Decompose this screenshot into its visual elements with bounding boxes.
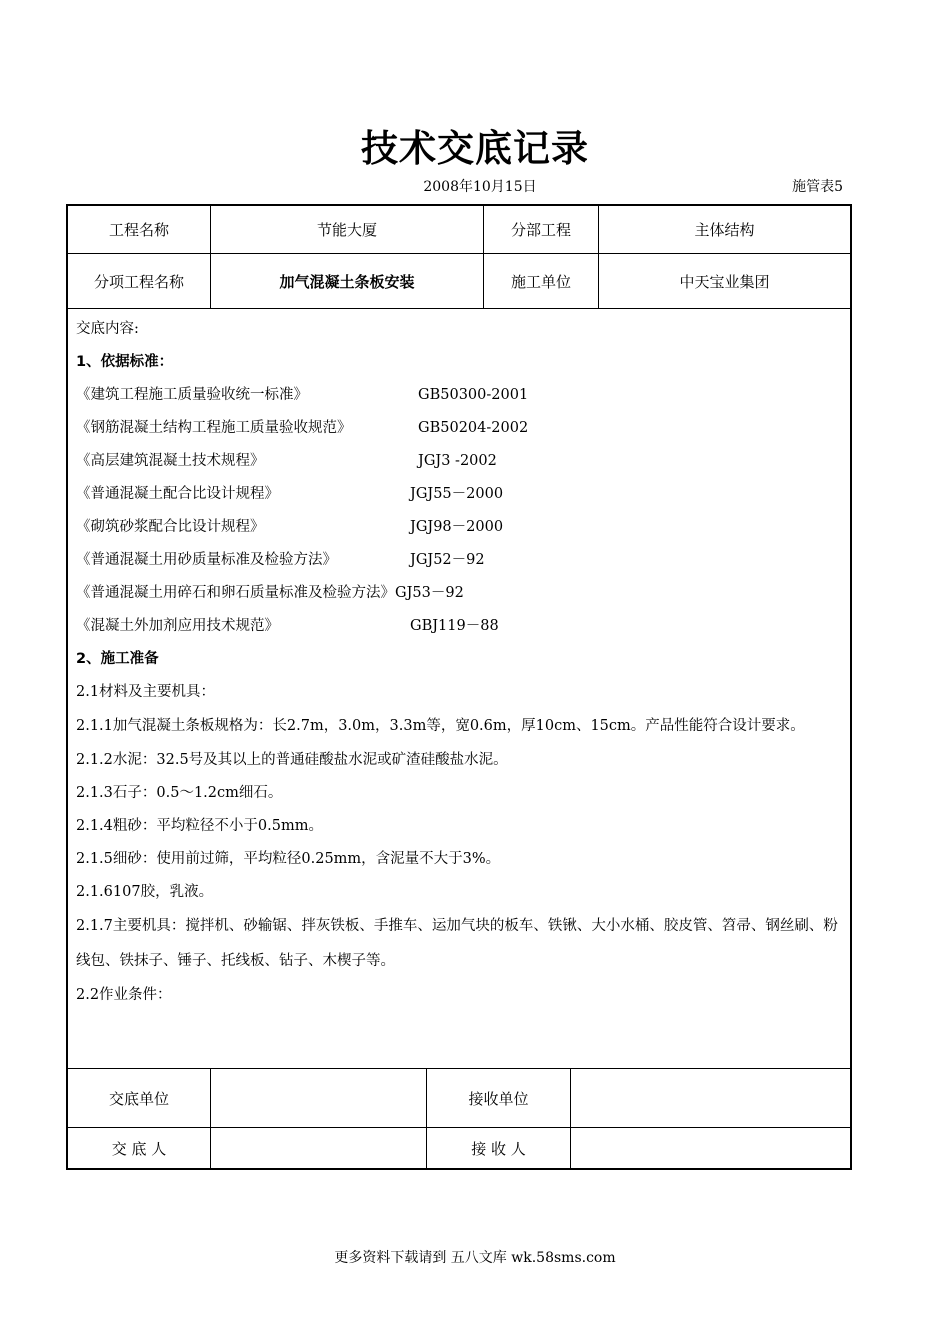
contractor-label: 施工单位 xyxy=(510,272,571,291)
project-name-label: 工程名称 xyxy=(108,221,169,239)
receiver-unit-field[interactable] xyxy=(571,1069,850,1127)
standard-item xyxy=(76,544,846,577)
standard-name: 《普通混凝土用砂质量标准及检验方法》 xyxy=(76,552,337,568)
standard-name: 《砌筑砂浆配合比设计规程》 xyxy=(76,519,265,535)
standard-item: 《普通混凝土用碎石和卵石质量标准及检验方法》GJ53－92 xyxy=(76,585,464,601)
standard-code: JGJ52－92 xyxy=(410,552,485,568)
subitem-label: 分项工程名称 xyxy=(93,272,184,291)
division-value: 主体结构 xyxy=(694,221,755,239)
standard-code: JGJ98－2000 xyxy=(410,519,504,535)
standard-item xyxy=(76,478,846,511)
standard-item xyxy=(76,412,846,445)
standard-code: JGJ55－2000 xyxy=(410,486,504,502)
standard-item xyxy=(76,379,846,412)
issuer-unit-label: 交底单位 xyxy=(108,1089,169,1108)
paragraph: 2.2作业条件： xyxy=(76,987,172,1003)
division-label: 分部工程 xyxy=(510,221,571,239)
receiver-unit-label: 接收单位 xyxy=(468,1089,529,1108)
issuer-field[interactable] xyxy=(211,1128,426,1168)
standard-item xyxy=(76,610,846,643)
issuer-unit-field[interactable] xyxy=(211,1069,426,1127)
paragraph: 2.1.3石子：0.5～1.2cm细石。 xyxy=(76,785,283,801)
project-name-value: 节能大厦 xyxy=(316,221,377,239)
page-title: 技术交底记录 xyxy=(361,127,589,170)
standard-code: GBJ119－88 xyxy=(410,618,499,634)
standard-name: 《普通混凝土配合比设计规程》 xyxy=(76,486,279,502)
paragraph: 2.1.5细砂：使用前过筛，平均粒径0.25mm，含泥量不大于3%。 xyxy=(76,851,501,867)
content-intro: 交底内容: xyxy=(76,321,139,337)
paragraph: 2.1.4粗砂：平均粒径不小于0.5mm。 xyxy=(76,818,323,834)
standard-item xyxy=(76,511,846,544)
issuer-label: 交 底 人 xyxy=(111,1139,167,1158)
briefing-content xyxy=(76,313,846,1012)
paragraph: 2.1.2水泥：32.5号及其以上的普通硅酸盐水泥或矿渣硅酸盐水泥。 xyxy=(76,752,508,768)
standard-name: 《高层建筑混凝土技术规程》 xyxy=(76,453,265,469)
row-divider xyxy=(68,308,850,309)
standard-code: GB50204-2002 xyxy=(418,420,529,436)
receiver-field[interactable] xyxy=(571,1128,850,1168)
standard-name: 《混凝土外加剂应用技术规范》 xyxy=(76,618,279,634)
standard-name: 《钢筋混凝土结构工程施工质量验收规范》 xyxy=(76,420,352,436)
paragraph: 2.1.7主要机具：搅拌机、砂输锯、拌灰铁板、手推车、运加气块的板车、铁锹、大小水桶、胶皮管、笤帚、钢丝刷、粉线包、铁抹子、锤子、托线板、钻子、木楔子等。 xyxy=(76,918,838,969)
paragraph: 2.1.6107胶，乳液。 xyxy=(76,884,214,900)
section-heading-standards: 1、依据标准： xyxy=(76,354,174,370)
standard-code: GB50300-2001 xyxy=(418,387,529,403)
form-number: 施管表5 xyxy=(792,179,843,195)
subitem-value: 加气混凝土条板安装 xyxy=(279,272,415,291)
receiver-label: 接 收 人 xyxy=(471,1139,526,1158)
standard-code: JGJ3 -2002 xyxy=(418,453,497,469)
paragraph: 2.1材料及主要机具： xyxy=(76,684,216,700)
section-heading-preparation: 2、施工准备 xyxy=(76,651,159,667)
paragraph: 2.1.1加气混凝土条板规格为：长2.7m，3.0m，3.3m等，宽0.6m，厚10cm、15cm。产品性能符合设计要求。 xyxy=(76,718,805,734)
record-date: 2008年10月15日 xyxy=(423,179,537,195)
footer-note: 更多资料下载请到 五八文库 wk.58sms.com xyxy=(334,1250,616,1266)
standard-name: 《建筑工程施工质量验收统一标准》 xyxy=(76,387,308,403)
standard-item xyxy=(76,445,846,478)
contractor-value: 中天宝业集团 xyxy=(679,272,770,291)
